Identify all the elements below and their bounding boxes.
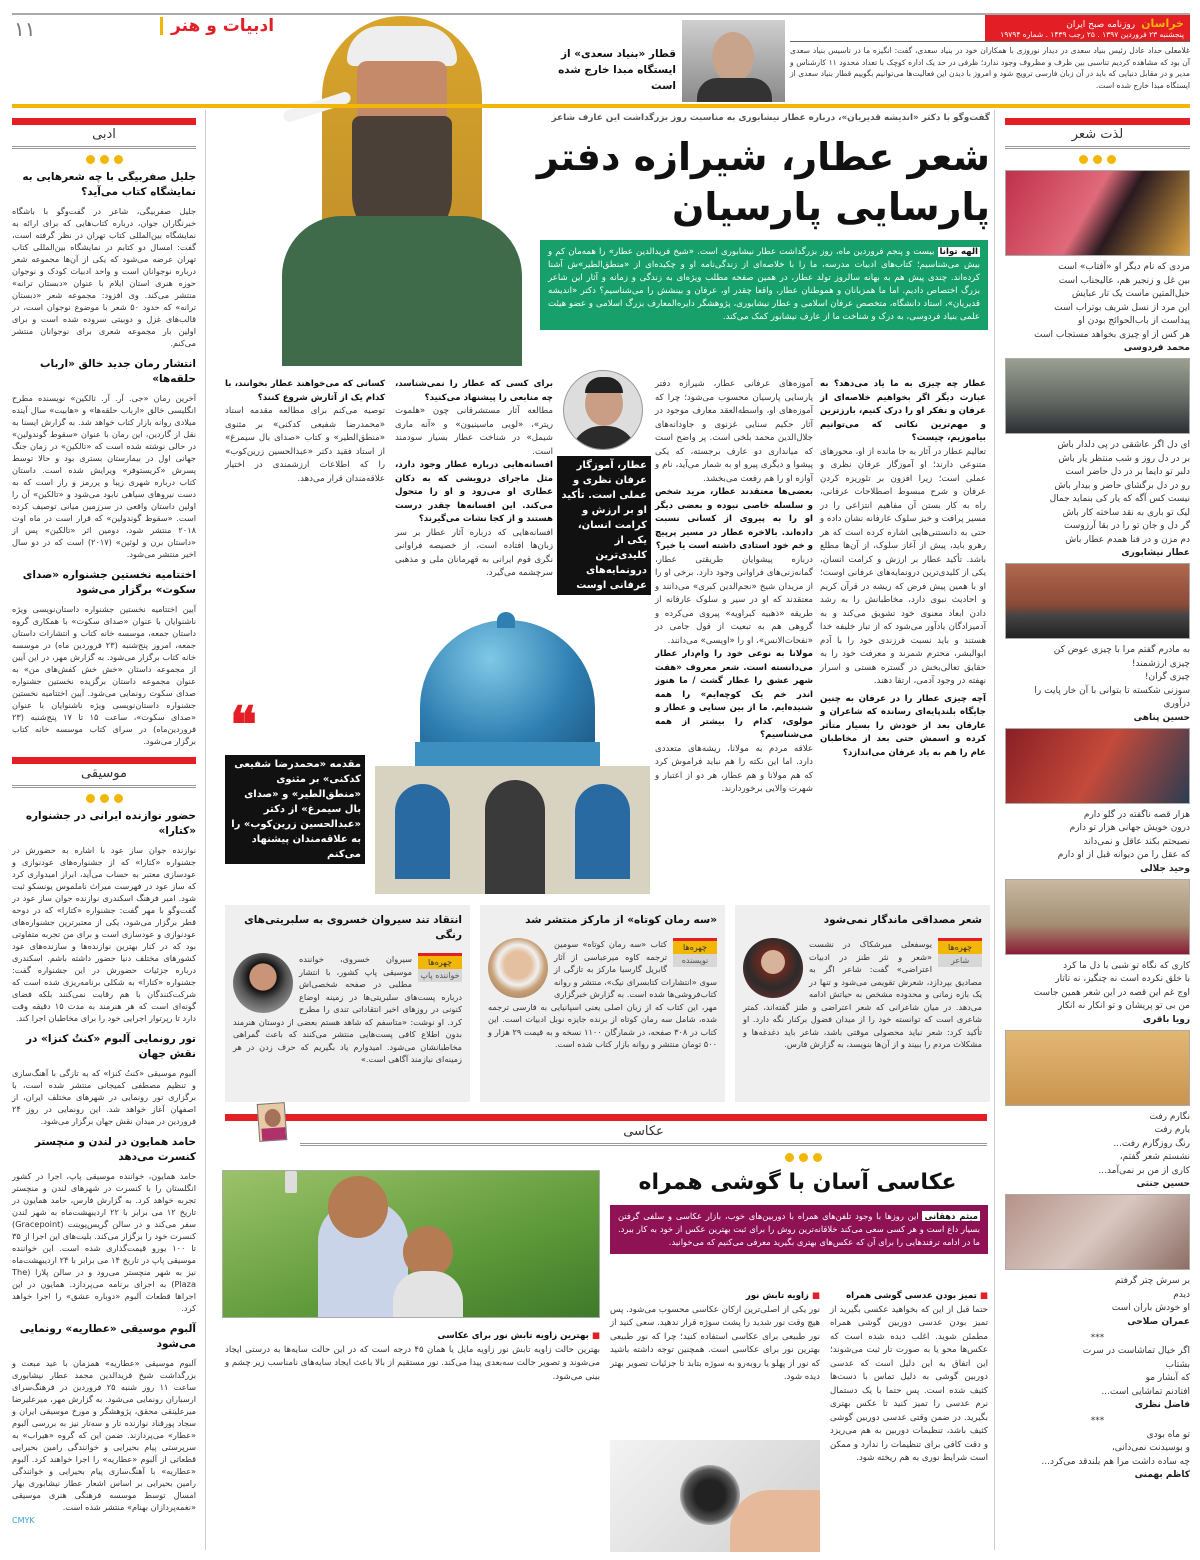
lead-author: الهه توانا (939, 247, 979, 257)
article-body: آلبوم موسیقی «کنتُ کنزا» که به تازگی با آهنگ‌سازی و تنظیم مصطفی کمیجانی منتشر شده است، با برگزاری تور رونمایی در شهرهای مختلف ایران، از اصفهان آغاز خواهد شد. این رونمایی در روز ۲۴ فروردین در میدان نقش جهان برگزار می‌شود. (12, 1068, 196, 1126)
tip (225, 1330, 600, 1384)
badge-role: نویسنده (673, 954, 717, 967)
poem-line: چه ساده داشت مرا هم بلندقد می‌کرد... (1041, 1456, 1190, 1467)
poet-name: حسین پناهی (1133, 712, 1190, 723)
poem-line: اگر خیال تماشاست در سرت (1082, 1346, 1190, 1356)
question: افسانه‌هایی درباره عطار وجود دارد، مثل ماجرای درویشی که به دکان عطاری او می‌رود و او را متحول می‌کند. این افسانه‌ها چقدر درست هستند و از کجا نشات می‌گیرند؟ (395, 460, 553, 524)
poem-line: افتادنم تماشایی است... (1101, 1386, 1190, 1397)
poem-line: این مرد از نسل شریف بوتراب است (1054, 302, 1190, 313)
question: مولانا به نوعی خود را وام‌دار عطار می‌دانسته است. شعر معروف «هفت شهر عشق را عطار گشت / ما هنوز اندر خم یک کوچه‌ایم» را همه شنیده‌ایم. ما از بین سنایی و عطار و مولوی، کدام را بیشتر از همه می‌شناسیم؟ (655, 649, 813, 740)
poem-line: دلبر تو دایما بر در دل حاضر است (1065, 467, 1190, 477)
section-label-literary: ادبی (12, 125, 196, 149)
poem-line: چیزی گران! (1144, 672, 1190, 682)
poet-name: رویا باقری (1142, 1014, 1190, 1025)
article-title: انتشار رمان جدید خالق «ارباب حلقه‌ها» (40, 358, 196, 385)
poem (1005, 1415, 1190, 1469)
section-divider (160, 17, 163, 35)
photo-section-bar (225, 1114, 987, 1121)
haddad-adel-photo (682, 20, 785, 102)
section-bar (12, 118, 196, 125)
poem-line: تو ماه بودی (1146, 1429, 1190, 1440)
answer: تعالیم عطار در آثار به جا مانده از او، محورهای متنوعی دارند؛ او آموزگار عرفان نظری و عملی است؛ زیرا افزون بر تئوریزه کردن عرفان و شرح مبسوط اصطلاحات عرفانی، راه به کار بستن آن مفاهیم انتزاعی را در مسیر پرافت و خیز سلوک عارفانه نشان داده و حتی به دانستنی‌هایی اشاره کرده است که هر رهرو باید، پیش از آغاز سلوک، از آن‌ها مطلع باشد. تأکید عطار بر ارزش و کرامت انسان، یکی از کلیدی‌ترین درونمایه‌های عرفانی اوست؛ او با همین پیش فرض که ریشه در قرآن کریم و احادیث نبوی دارد، مخاطبانش را به رشد دادن ابعاد معنوی خود تشویق می‌کند و به آدمیزادگان یادآور می‌شود که از تبار خلیفه خدا هستند و باید نسبت فرزندی خود را با آدم ابوالبشر، محترم شمرند و معرفت خود را به حقایق تعالی‌بخش در گستره هستی و اسرار نهفته در وجود آدمی، ارتقا دهند. (820, 446, 986, 686)
faces-box (480, 905, 725, 1102)
pull-quote: مقدمه «محمدرضا شفیعی کدکنی» بر مثنوی «منطق‌الطیر» و «صدای بال سیمرغ» از دکتر «عبدالحسین زرین‌کوب» را به علاقه‌مندان پیشنهاد می‌کنم (225, 755, 365, 864)
interviewee-photo (563, 370, 643, 450)
faces-box (225, 905, 470, 1102)
tip-title-text: زاویه تابش نور (745, 1291, 809, 1301)
poem-line: کاری از من بر نمی‌آمد... (1098, 1165, 1190, 1176)
poet-name: فاضل نظری (1134, 1400, 1190, 1410)
poem-photo (1005, 1030, 1190, 1106)
dots-ornament (1005, 155, 1190, 164)
faces-box (735, 905, 990, 1102)
poem-line: لیک تو باری به نقد ساخته کار باش (1062, 507, 1190, 518)
question: آچه چیزی عطار را در عرفان به چنین جایگاه بلندپایه‌ای رسانده که شاعران و عارفان بعد از خودش را بسیار متأثر کرده و اسمش حتی بعد از مخاطبان عام را هم به یاد عرفان می‌اندازد؟ (820, 693, 986, 758)
person-avatar (743, 938, 803, 998)
top-story-summary: غلامعلی حداد عادل رئیس بنیاد سعدی در دیدار نوروزی با همکاران خود در بنیاد سعدی، گفت: انگیزه ما در تاسیس بنیاد سعدی آن بود که مشاهده کردیم تناسبی بین ظرف و مظروف وجود ندارد؛ ظرفی در حد یک اداره کوچک با تعداد محدود ۱۱ کارشناس و مدیر و در مقابل دنیایی که باید در آن زبان فارسی ترویج شود و امروز با دیدن این فعالیت‌ها می‌توانیم بگوییم قطار بنیاد سعدی از ایستگاه مبدا خارج شده است. (790, 46, 1190, 90)
poem (1005, 1275, 1190, 1316)
lead-text: این روزها با وجود تلفن‌های همراه با دوربین‌های خوب، بازار عکاسی و سلفی گرفتن بسیار داغ است و هر کسی سعی می‌کند خلاقانه‌ترین روش را برای ثبت بهترین عکس از خود به کار ببرد. ما در ادامه ترفندهایی را برای آن که عکس‌های بهتری بگیرید معرفی می‌کنیم که می‌خوانید. (618, 1211, 980, 1247)
poem-line: من بی تو پریشان و تو انکار نه انکار (1057, 1001, 1190, 1011)
poem-photo (1005, 563, 1190, 639)
poem-photo (1005, 1194, 1190, 1270)
article-title: حامد همایون در لندن و منچستر کنسرت می‌دهد (34, 1136, 196, 1163)
poem-line: و بوسیدنت نمی‌دانی، (1111, 1443, 1190, 1453)
qa-column-4 (225, 378, 385, 486)
poem-line: یارم رفت (1154, 1125, 1190, 1135)
section-bar (12, 757, 196, 764)
poem-line: او خودش باران است (1111, 1303, 1190, 1313)
article-body: آلبوم موسیقی «عطاریه» همزمان با عید مبعث و بزرگداشت شیخ فریدالدین محمد عطار نیشابوری ساعت ۱۱ روز شنبه ۲۵ فروردین در فرهنگ‌سرای ارسباران رونمایی می‌شود. به گزارش مهر، میرعلیرضا میرعلینقی محقق، پژوهشگر و مورخ موسیقی ایران و سجاد پورقناد نوازنده تار و سه‌تار نیز به بررسی آلبوم «عطار» می‌پردازند. ضمن این که گروه «هیراب» به سرپرستی پیام بحیرایی و خوانندگی رامین بحیرایی قطعاتی از آلبوم «عطاریه» را اجرا خواهند کرد. آلبوم «عطاریه» با آهنگ‌سازی پیام بحیرایی و خوانندگی رامین بحیرایی بر اساس اشعار عطار نیشابوری بهار امسال توسط موسسه فرهنگی هنری موسیقی «نغمه‌پردازان بهنام» منتشر شده است. (12, 1358, 196, 1512)
article-body: آیین اختتامیه نخستین جشنواره داستان‌نویسی ویژه ناشنوایان با عنوان «صدای سکوت» با همکاری گروه داستان جمعه، موسسه خانه کتاب و انتشارات داستان جمعه، امروز پنج‌شنبه (۲۳ فروردین ماه) در موسسه خانه کتاب برگزار می‌شود. به گزارش مهر، در این آیین از مجموعه داستان «خش خش کفش‌های من» به عنوان مجموعه داستان برگزیده نخستین جشنواره صدای سکوت رونمایی می‌شود. آیین اختتامیه نخستین جشنواره داستان‌نویسی ویژه ناشنوایان با عنوان «صدای سکوت»، ساعت ۱۵ تا ۱۷ پنج‌شنبه (۲۳ فروردین‌ماه) در سرای کتاب موسسه خانه کتاب برگزار می‌شود. (12, 604, 197, 746)
lead-box (540, 240, 988, 330)
poem-line: مردی که نام دیگر او «آفتاب» است (1058, 262, 1190, 272)
qa-column-3 (395, 378, 553, 581)
badge-role: شاعر (938, 954, 982, 967)
photo-lead-box (610, 1205, 988, 1254)
article-body: نوازنده جوان ساز عود با اشاره به حضورش در جشنواره «کتارا» که از جشنواره‌های عودنوازی و عودسازی معتبر به حساب می‌آید، ابراز امیدواری کرد که ساز عود در فهرست میراث ناملموس یونسکو ثبت شود. امیر فرهنگ اسکندری نوازنده جوان ساز عود در گفت‌وگو با مهر گفت: جشنواره «کتارا» که در دوحه قطر برگزار می‌شود، یکی از معتبرترین جشنواره‌های عودنوازی و عودسازی است و برای من تجربه متفاوتی بود که در کنار بهترین نوازنده‌ها و سازنده‌های عود کشورهای مختلف دنیا حضور داشته باشم. اسکندری درباره جزئیات حضورش در این جشنواره گفت: جشنواره «کتارا» به شکلی برنامه‌ریزی شده است که شرکت‌کنندگان با هم رقابت نمی‌کنند بلکه فضای گونه‌ای است که هر هنرمند به مدت ۱۵ دقیقه وقت دارد تا رپرتوار اجرایی خود را برای مخاطبان اجرا کند. (12, 845, 196, 1023)
poem-line: با خلق نکرده است نه چنگیز، نه تاتار (1055, 974, 1190, 984)
badge-role: خواننده پاپ (418, 969, 462, 982)
left-column (12, 118, 196, 1525)
selfie-kids-photo (222, 1170, 600, 1318)
poem (1005, 644, 1190, 712)
poetry-column (1005, 118, 1190, 1485)
answer: علاقه مردم به مولانا، ریشه‌های متعددی دارد. اما این نکته را هم نباید فراموش کرد که هم مولانا و هم عطار، هر دو از اعتبار و شهرت والایی برخوردارند. (655, 743, 813, 794)
poem-line: اوج غم این قصه در این شعر همین جاست (1033, 987, 1190, 998)
tagline: روزنامه صبح ایران (1066, 20, 1136, 30)
poem-line: به مادرم گفتم مرا با چیزی عوض کن (1053, 645, 1190, 655)
section-title-text: ادبیات و هنر (171, 16, 275, 36)
poem-photo (1005, 879, 1190, 955)
bullet-icon: ■ (588, 1331, 600, 1341)
poem-line: سوزنی شکسته تا بتوانی با آن خار پایت را درآوری (1034, 685, 1190, 709)
poem-line: *** (1090, 1416, 1105, 1426)
headline-line-2: پارسایی پارسیان (672, 185, 990, 229)
poet-name: محمد فردوسی (1123, 343, 1190, 353)
main-headline (536, 132, 990, 232)
poem-line: بر در دل روز و شب منتظر یار باش (1058, 453, 1190, 464)
poet-name: کاظم بهمنی (1134, 1470, 1190, 1480)
poem (1005, 960, 1190, 1014)
question: برای کسی که عطار را نمی‌شناسد، چه منابعی را پیشنهاد می‌کنید؟ (395, 379, 553, 403)
poem-line: گر دل و جان تو را در بقا آرزوست (1063, 521, 1190, 531)
faces-badge (418, 953, 462, 982)
poem-line: که آبشار مو (1145, 1373, 1190, 1383)
attar-mausoleum-photo (375, 612, 650, 894)
phone-camera-lens-photo (610, 1440, 820, 1552)
poem (1005, 1111, 1190, 1179)
answer: افسانه‌هایی که درباره آثار عطار بر سر زبان‌ها افتاده است، از خصیصه فراوانی نگری قوم ایرانی به قهرمانان ملی و مذهبی سرچشمه می‌گیرد. (395, 527, 553, 578)
tip (830, 1290, 988, 1466)
question: کسانی که می‌خواهند عطار بخوانند، با کدام یک از آثارش شروع کنند؟ (225, 379, 385, 403)
qa-column-1 (820, 378, 986, 760)
section-label-music: موسیقی (12, 764, 196, 788)
cmyk-mark: CMYK (12, 1516, 35, 1525)
top-story-headline: قطار «بنیاد سعدی» از ایستگاه مبدا خارج شده است (558, 48, 676, 92)
pull-quote: عطار، آموزگار عرفان نظری و عملی است. تأکید او بر ارزش و کرامت انسان، یکی از کلیدی‌ترین درونمایه‌های عرفانی اوست (557, 456, 651, 595)
poet-name: عطار نیشابوری (1121, 548, 1190, 558)
tip-title-text: بهترین زاویه تابش نور برای عکاسی (437, 1331, 589, 1341)
photo-headline: عکاسی آسان با گوشی همراه (638, 1170, 957, 1195)
quote-mark-icon: ❝ (230, 695, 257, 754)
main-kicker: گفت‌وگو با دکتر «اندیشه قدیریان»، درباره عطار نیشابوری به مناسبت روز بزرگداشت این عارف شاعر (551, 113, 990, 123)
answer: توصیه می‌کنم برای مطالعه مقدمه استاد «محمدرضا شفیعی کدکنی» بر مثنوی «منطق‌الطیر» و کتاب «صدای بال سیمرغ» از استاد فقید دکتر «عبدالحسین زرین‌کوب» را که اطلاعات ارزشمندی در اختیار علاقه‌مندان قرار می‌دهد. (225, 406, 385, 484)
poem (1005, 1332, 1190, 1400)
poem-line: بشتاب (1165, 1359, 1190, 1370)
tip-body: بهترین حالت زاویه تابش نور زاویه مایل یا همان ۴۵ درجه است که در این حالت سایه‌ها به درستی ایجاد می‌شوند و تصویر حالت سه‌بعدی پیدا می‌کند. نور مستقیم از بالا باعث ایجاد سایه‌های نامناسب زیر چشم و بینی می‌شود. (225, 1344, 600, 1382)
faces-body: کتاب «سه رمان کوتاه» سومین ترجمه کاوه میرعباسی از آثار گابریل گارسیا مارکز به تازگی از سوی «انتشارات کتابسرای نیک»، منتشر و روانه کتاب‌فروشی‌ها شده است. به گزارش خبرگزاری مهر، این کتاب که از زبان اصلی یعنی اسپانیایی به فارسی ترجمه شده، شامل سه رمان کوتاه از برنده جایزه نوبل ادبیات است. این کتاب در ۳۰۸ صفحه، در شمارگان ۱۱۰۰ نسخه و به قیمت ۲۹ هزار و ۵۰۰ تومان منتشر و روانه بازار کتاب شده است. (488, 939, 717, 1049)
section-label-poetry: لذت شعر (1005, 125, 1190, 149)
yellow-rule (12, 104, 1190, 108)
faces-title: انتقاد تند سیروان خسروی به سلبریتی‌های رنگی (244, 914, 462, 941)
article-title: آلبوم موسیقی «عطاریه» رونمایی می‌شود (19, 1323, 196, 1350)
poem-line: *** (1090, 1332, 1105, 1343)
article-title: اختتامیه نخستین جشنواره «صدای سکوت» برگزار می‌شود (22, 569, 196, 596)
tip (610, 1290, 820, 1385)
poem-line: پیداست از باب‌الحوائج بودن او (1078, 316, 1190, 326)
badge-label: چهره‌ها (418, 956, 462, 969)
answer: مطالعه آثار مستشرقانی چون «هلموت ریتر»، «لویی ماسینیون» و «آنه ماری شیمل» در شناخت عطار بسیار سودمند است. (395, 406, 553, 457)
page-number: ۱۱ (14, 17, 36, 41)
column-divider (994, 110, 995, 1550)
question: عطار چه چیزی به ما یاد می‌دهد؟ به عبارت دیگر اگر بخواهیم خلاصه‌ای از عرفان و تفکر او را درک کنیم، بارزترین و مهم‌ترین نکاتی که می‌توانیم بیاموزیم، چیست؟ (820, 379, 986, 443)
article-title: حضور نوازنده ایرانی در جشنواره «کتارا» (25, 810, 196, 837)
poem-line: نیست کس آگه که یار کی بنماید جمال (1049, 494, 1190, 504)
article-title: جلیل صفربیگی با چه شعرهایی به نمایشگاه کتاب می‌آید؟ (22, 171, 196, 198)
tip-title (830, 1290, 988, 1304)
issue-date: پنجشنبه ۲۳ فروردین ۱۳۹۷ . ۲۵ رجب ۱۴۳۹ . شماره ۱۹۷۹۴ (1000, 30, 1184, 39)
faces-badge (673, 938, 717, 967)
column-divider (205, 110, 206, 1550)
section-bar (1005, 118, 1190, 125)
poem-line: هزار قصه ناگفته در گلو دارم (1083, 809, 1190, 820)
headline-line-1: شعر عطار، شیرازه دفتر (536, 135, 990, 179)
poem-line: نگارم رفت (1149, 1111, 1190, 1122)
poem-line: کاری که نگاه تو شبی با دل ما کرد (1063, 960, 1190, 971)
faces-badge (938, 938, 982, 967)
poem-line: دیدم (1173, 1289, 1190, 1300)
person-avatar (488, 938, 548, 998)
section-title (160, 16, 274, 36)
lead-author: میثم دهقانی (924, 1211, 978, 1221)
faces-body: سیروان خسروی، خواننده موسیقی پاپ کشور، با انتشار مطلبی در صفحه شخصی‌اش درباره پست‌های سلبریتی‌ها در زمینه اوضاع کنونی در روزهای اخیر انتقاداتی تندی را مطرح کرد. او نوشت: «متاسفم که شاهد هستم بعضی از دوستان هنرمند بدون اطلاع کافی پست‌هایی منتشر می‌کنند که باعث گمراهی مخاطبانشان می‌شود. امیدوارم یاد بگیریم که حرف زدن در هر زمینه‌ای نیازمند آگاهی است.» (233, 954, 462, 1064)
article-title: تور رونمایی آلبوم «کنتُ کنزا» در نقش جهان (25, 1033, 196, 1060)
poem-line: بر سرش چتر گرفتم (1114, 1276, 1190, 1286)
bullet-icon: ■ (808, 1291, 820, 1301)
masthead (985, 15, 1190, 41)
article-body: حامد همایون، خواننده موسیقی پاپ، اجرا در کشور انگلستان را با کنسرت در شهرهای لندن و منچستر تجربه خواهد کرد. به گزارش فارس، حامد همایون در تاریخ ۱۲ می برابر با ۲۲ اردیبهشت‌ماه به شهر لندن سفر می‌کند و در سالن گریس‌پوینت (Gracepoint) کنسرت خود را برگزار می‌کند. بلیت‌های این اجرا از ۳۵ تا ۱۰۰ یورو قیمت‌گذاری شده است. این خواننده موسیقی پاپ در تاریخ ۱۴ می برابر با ۲۴ اردیبهشت‌ماه نیز به شهر منچستر می‌رود و در سالن پلازا (The Plaza) به اجرای برنامه می‌پردازد. همایون در این اجراها قطعات آلبوم «دوباره عشق» را اجرا خواهد کرد. (12, 1171, 197, 1313)
attar-illustration (262, 16, 540, 366)
section-label-photography: عکاسی (300, 1122, 987, 1146)
tip-body: حتما قبل از این که بخواهید عکسی بگیرید از تمیز بودن عدسی دوربین گوشی همراه مطمئن شوید. اغلب دیده شده است که عکس‌ها محو یا به صورت تار ثبت می‌شوند؛ این اتفاق به این دلیل است که عدسی دوربین گوشی به دلیل تماس با دست‌ها کثیف شده است. پس حتما با یک دستمال نرم عدسی را تمیز کنید تا عکس بهتری بگیرید. در ضمن وقتی عدسی دوربین گوشی کثیف باشد، تنظیمات دوربین به هم می‌ریزد و دقت کافی برای تنظیمات را ندارد و ممکن است شرایط نوری به هم ریخته شود. (830, 1304, 988, 1463)
tip-title (225, 1330, 600, 1344)
poem-photo (1005, 728, 1190, 804)
dots-ornament (785, 1153, 822, 1162)
poem-line: دم مزن و در فنا همدم عطار باش (1065, 534, 1190, 545)
question: بعضی‌ها معتقدند عطار، مرید شخص و سلسله خاصی نبوده و بعضی دیگر او را به پیروی از کسانی نسبت داده‌اند. بالاخره عطار در مسیر پرپیچ و خم خود استادی داشته است یا خیر؟ (655, 487, 813, 551)
person-avatar (233, 953, 293, 1013)
tip-body: نور یکی از اصلی‌ترین ارکان عکاسی محسوب می‌شود. پس هیچ وقت نور شدید را پشت سوژه قرار ندهید. سعی کنید از نور طبیعی برای عکاسی استفاده کنید؛ چرا که نور طبیعی بهترین نور برای عکاسی است. همچنین توجه داشته باشید که نور از پهلو یا روبه‌رو به سوژه بتابد تا جزئیات تصویر بهتر دیده شود. (610, 1304, 820, 1382)
poem-line: چیزی ارزشمند! (1131, 658, 1190, 669)
tip-title (610, 1290, 820, 1304)
faces-body: یوسفعلی میرشکاک در نشست «شعر و نثر طنز در ادبیات اعتراضی» گفت: شاعر اگر به مصادیق بپردازد، شعرش تقویمی می‌شود و تنها در یک بازه زمانی و محدوده مشخص به حیاتش ادامه می‌دهد. در میان شاعرانی که شعر اعتراضی و طنز گفته‌اند، کمتر شاعری است که توانسته خود را از میدان فضول برکنار نگه دارد. او تأکید کرد: شعر نباید محصولی موقتی باشد، شاعر باید دغدغه‌ها و مشکلات مردم را ببیند و از آن‌ها بنویسد، به گزارش فارس. (743, 939, 982, 1049)
answer: درباره پیشوایان طریقتی عطار، گمانه‌زنی‌های فراوانی وجود دارد. برخی او را از مریدان شیخ «نجم‌الدین کبری» می‌دانند و معتقدند که او در سیر و سلوک عارفانه از طریقه «ذهبیه کبراویه» پیروی می‌کرده و گروهی هم به تبعیت از قول جامی در «نفحات‌الانس»، او را «اویسی» می‌دانند. (655, 554, 813, 646)
tip-title-text: تمیز بودن عدسی گوشی همراه (846, 1291, 977, 1301)
poem-line: نصیحتم بکند عاقل و نمی‌داند (1083, 836, 1190, 847)
header-rule (790, 41, 1190, 42)
article-body: آخرین رمان «جی. آر. آر. تالکین» نویسنده مطرح انگلیسی خالق «ارباب حلقه‌ها» و «هابیت» سال آینده میلادی روانه بازار کتاب خواهد شد. به گزارش ایسنا به نقل از گاردین، این رمان با عنوان «سقوط گوندولین» در حالی نوشته شده است که «تالکین» در زمان جنگ جهانی اول در بیمارستان بستری بود و حالا توسط پسرش «کریستوفر» ویرایش شده است. داستان کتاب درباره شهری زیبا و پررمز و راز است که به دست نیروهای سیاهی نابود می‌شود و «تالکین» آن را اولین داستان واقعی در سرزمین میانی توصیف کرده است. «سقوط گوندولین» که قرار است در ماه اوت ۲۰۱۸ منتشر شود، دومین اثر «تالکین» پس از «داستان برن و لوثین» (۲۰۱۷) است که در دو سال اخیر منتشر می‌شود. (12, 393, 196, 559)
poem-line: نشستم شعر گفتم، (1119, 1152, 1190, 1162)
faces-title: «سه رمان کوتاه» از مارکز منتشر شد (525, 914, 717, 926)
poem-line: رنگ روزگارم رفت... (1113, 1138, 1190, 1149)
poem-line: حبل‌المتین ماست یک تار عبایش (1071, 289, 1190, 299)
article-body: جلیل صفربیگی، شاعر در گفت‌وگو با باشگاه خبرنگاران جوان، درباره کتاب‌هایی که برای ارائه به نمایشگاه بین‌المللی کتاب تهران در نظر گرفته است، گفت: امسال دو کتابم در نمایشگاه بین‌المللی کتاب تهران عرضه می‌شود که یکی از آن‌ها مجموعه شعر درباره نوجوانان است و واحد ادبیات کودک و نوجوان حوزه هنری استان ایلام با عنوان «دبستان ترانه» منتشر می‌کند. وی افزود: مجموعه شعر «دبستان ترانه» که حدود ۵۰ شعر با موضوع نوجوان است، در قالب‌های غزل و دوبیتی سروده شده است و برای اولین بار مجموعه شعری برای نوجوانان منتشر می‌کنم. (12, 206, 196, 348)
poem (1005, 809, 1190, 863)
poet-name: وحید جلالی (1140, 863, 1190, 874)
poet-name: عمران صلاحی (1127, 1316, 1190, 1327)
badge-label: چهره‌ها (938, 941, 982, 954)
badge-label: چهره‌ها (673, 941, 717, 954)
poet-name: حسین جنتی (1136, 1179, 1190, 1189)
poem-line: که عقل را من دیوانه قبل از او دارم (1057, 850, 1190, 860)
brand-logo: خراسان (1141, 17, 1184, 30)
poem-line: بین غل و زنجیر هم، عالیجناب است (1058, 275, 1190, 286)
bullet-icon: ■ (976, 1291, 988, 1301)
poem-line: ای دل اگر عاشقی در پی دلدار باش (1057, 440, 1190, 450)
poem-line: رو در دل برگشای حاضر و بیدار باش (1054, 480, 1190, 491)
author-avatar (257, 1102, 288, 1142)
poem (1005, 439, 1190, 547)
dots-ornament (12, 794, 196, 803)
qa-column-2 (655, 378, 813, 797)
dots-ornament (12, 155, 196, 164)
answer: آموزه‌های عرفانی عطار، شیرازه دفتر پارسایی پارسیان محسوب می‌شود؛ چرا که آموزه‌های او، واسطه‌العقد معارف موجود در آثار حکیم سنایی غزنوی و جاودانه‌های جلال‌الدین محمد بلخی است. پر واضح است که میانداری دو عارف برجسته، که یکی پیشوا و دیگری پیرو او به شمار می‌آید، نام و آوازه او را هم رفعت می‌بخشد. (655, 379, 813, 484)
poem-line: درون خویش جهانی هزار تو دارم (1069, 823, 1190, 833)
poem-photo (1005, 358, 1190, 434)
poem-photo (1005, 170, 1190, 256)
poem (1005, 261, 1190, 342)
lead-text: بیست و پنجم فروردین ماه، روز بزرگداشت عطار نیشابوری است. «شیخ فریدالدین عطار» را همه‌مان کم و بیش می‌شناسیم؛ کتاب‌های ادبیات مدرسه، ما را با خلاصه‌ای از زندگی‌نامه او و چکیده‌ای از «منطق‌الطیر»ش آشنا کرده‌اند. چندی پیش هم به بهانه سالروز تولد عطار، در همین صفحه مطلب ویژه‌ای به زندگی و زمانه و آثار این شاعر بزرگ اختصاص دادیم. اما ما همزبانان و هموطنان عطار، واقعا چقدر او، عرفان و بینشش را می‌شناسیم؟ دکتر «اندیشه قدیریان»، استاد دانشگاه، متخصص عرفان اسلامی و عطار نیشابوری، پژوهشگر دایره‌المعارف بزرگ اسلامی و عضو هیئت علمی بنیاد فردوسی، به درک و شناخت ما از عارف نیشابور کمک می‌کند. (548, 247, 980, 322)
faces-title: شعر مصداقی ماندگار نمی‌شود (823, 914, 982, 926)
poem-line: هر کس از او چیزی بخواهد مستجاب است (1034, 329, 1190, 340)
